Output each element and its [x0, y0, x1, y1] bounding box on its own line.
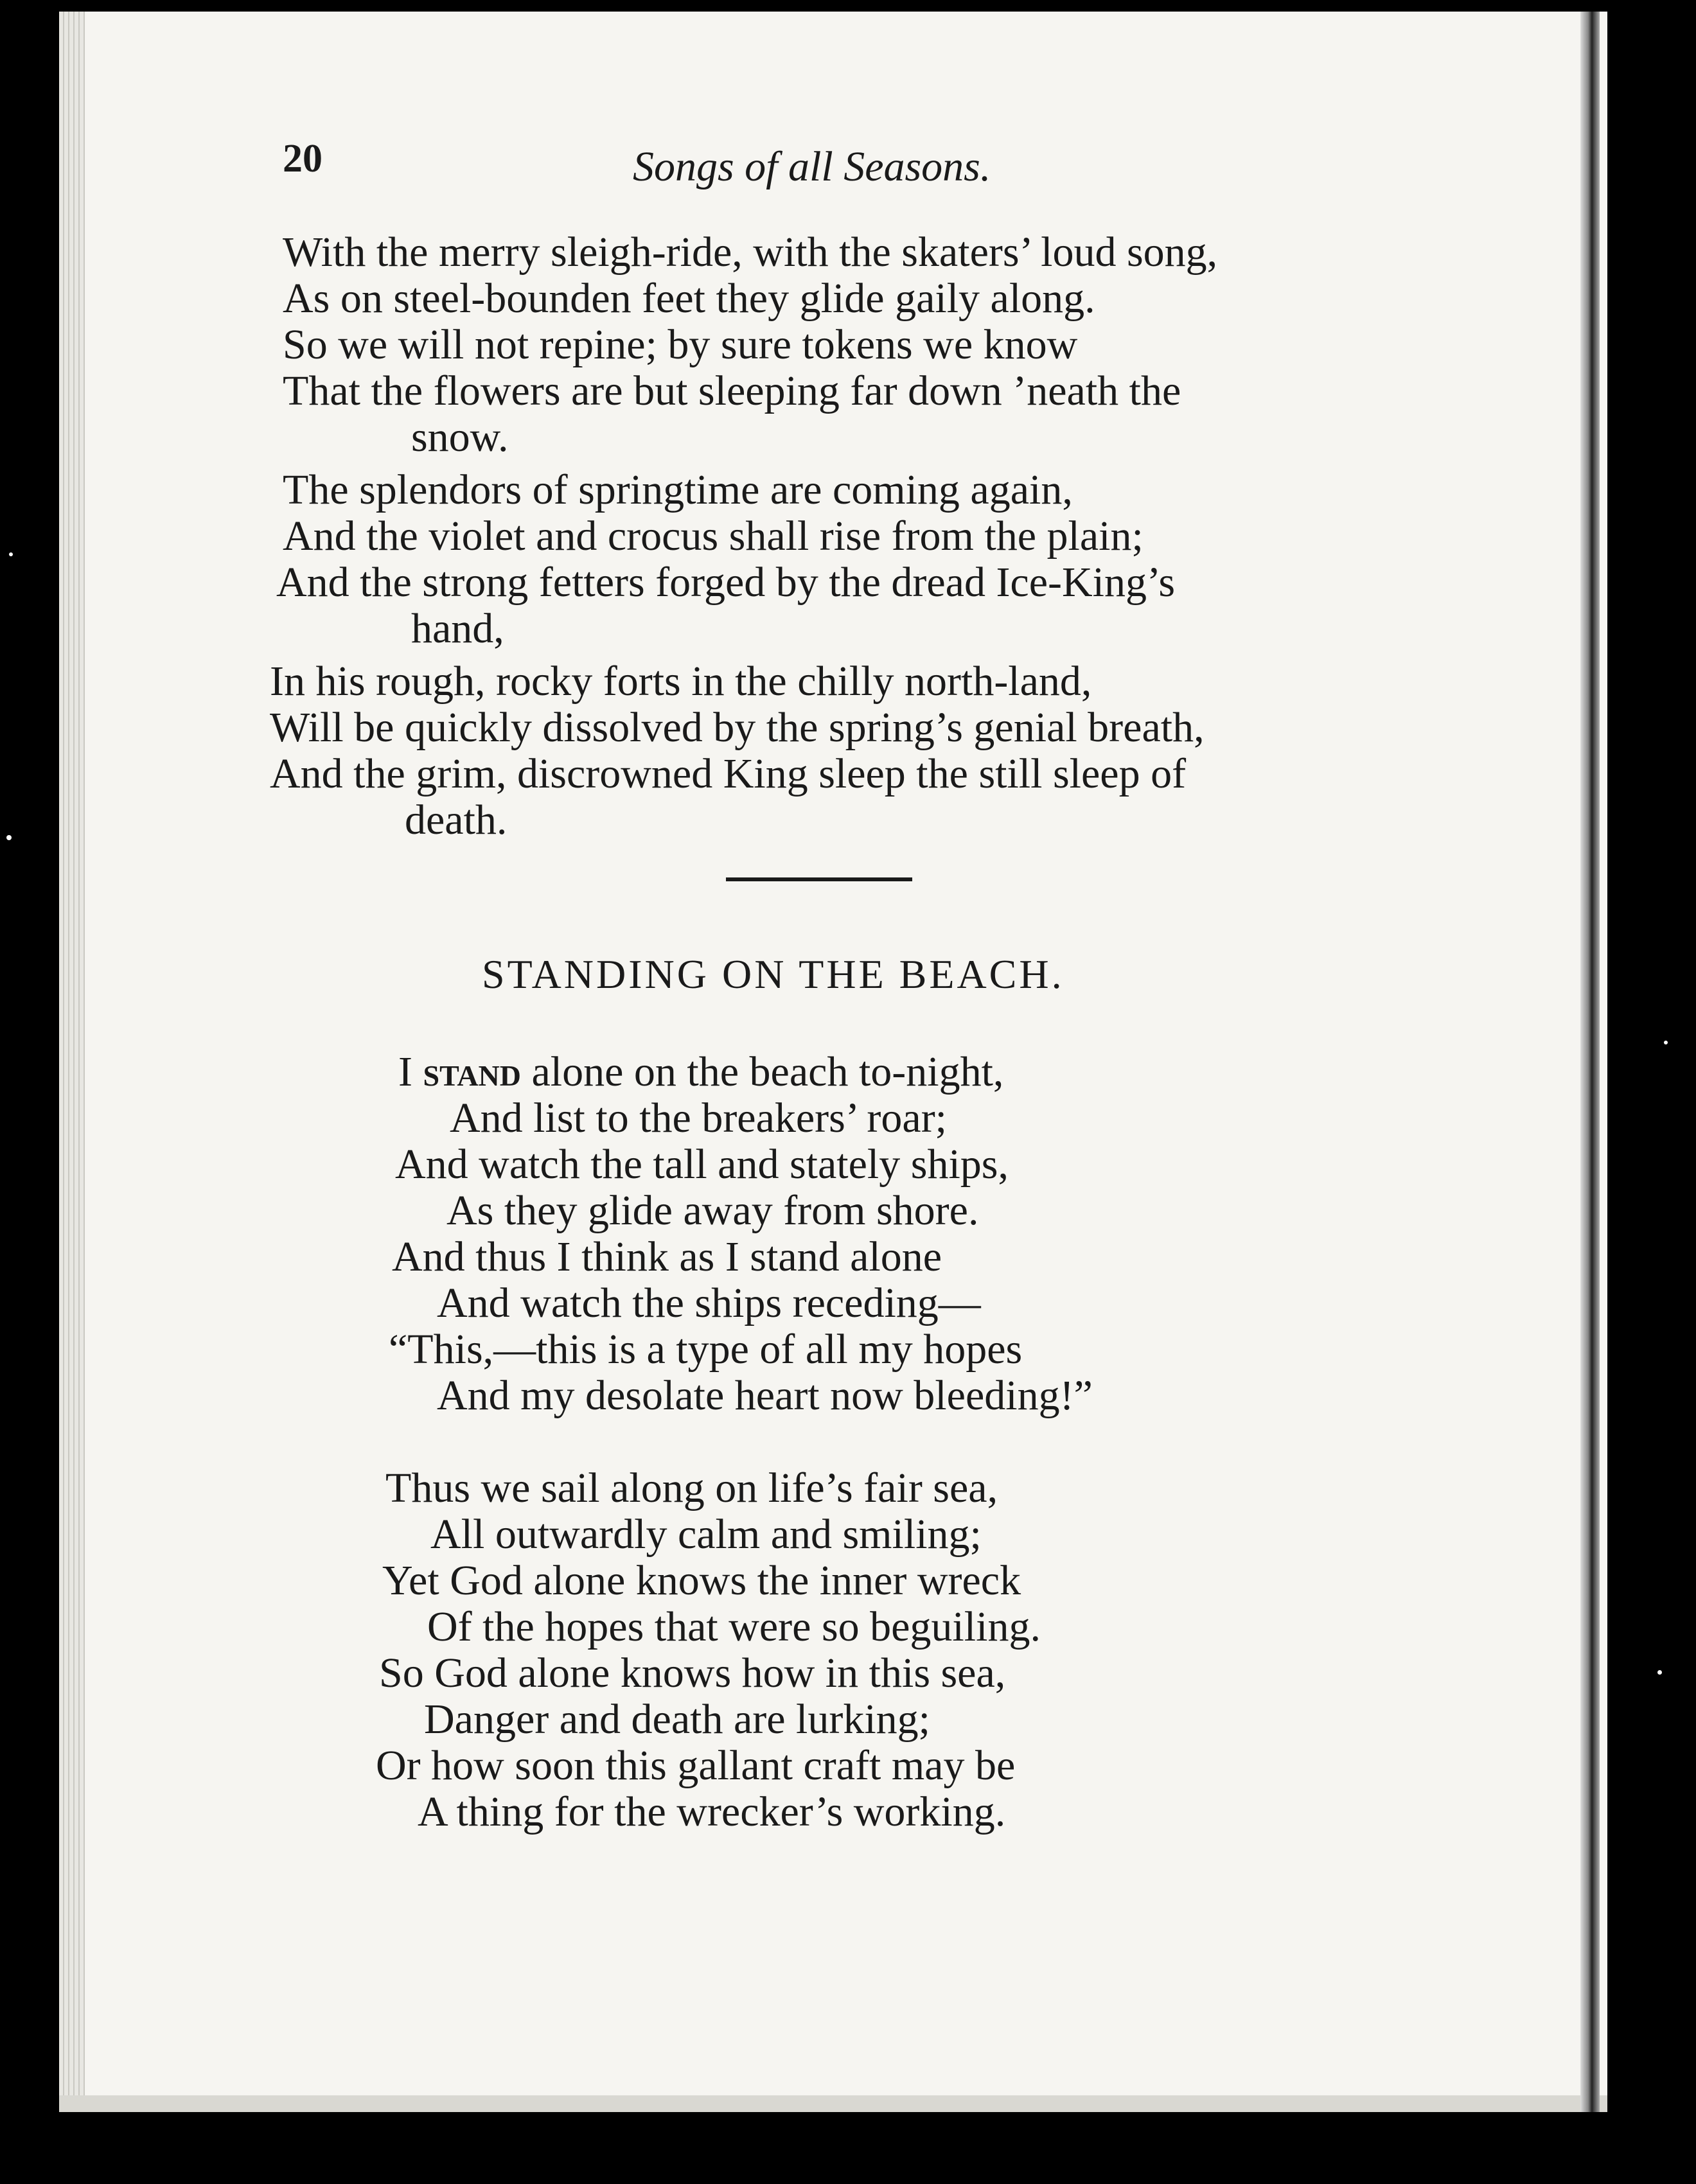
poem-title: STANDING ON THE BEACH. [482, 951, 1064, 997]
first-word: I [398, 1048, 412, 1095]
poem2-stanza2-line-6: Danger and death are lurking; [424, 1696, 931, 1743]
poem1-line-3: So we will not repine; by sure tokens we know [283, 321, 1078, 368]
section-divider [726, 877, 912, 881]
page-edges [59, 12, 85, 2112]
poem2-stanza1-line-5: And thus I think as I stand alone [392, 1233, 942, 1280]
poem1-line-11: Will be quickly dissolved by the spring’s genial breath, [270, 704, 1205, 751]
scan-speck [9, 552, 13, 556]
poem1-line-4: That the flowers are but sleeping far down ’neath the [283, 367, 1181, 414]
page-number: 20 [283, 137, 322, 181]
poem2-stanza2-line-7: Or how soon this gallant craft may be [376, 1742, 1016, 1789]
poem2-stanza1-line-7: “This,—this is a type of all my hopes [389, 1326, 1023, 1373]
poem2-first-line [398, 1048, 1004, 1095]
scan-speck [1657, 1670, 1662, 1675]
poem2-stanza2-line-3: Yet God alone knows the inner wreck [382, 1557, 1021, 1604]
poem1-line-9: hand, [411, 605, 504, 652]
poem1-line-12: And the grim, discrowned King sleep the still sleep of [270, 750, 1187, 797]
first-word-smallcaps: stand [423, 1048, 521, 1095]
poem2-stanza1-line-8: And my desolate heart now bleeding!” [437, 1372, 1093, 1419]
page-bottom-edge [59, 2095, 1607, 2112]
poem1-line-1: With the merry sleigh-ride, with the skaters’ loud song, [283, 229, 1218, 276]
poem1-line-10: In his rough, rocky forts in the chilly north-land, [270, 658, 1092, 705]
poem2-stanza1-line-2: And list to the breakers’ roar; [450, 1095, 948, 1141]
poem1-line-13: death. [405, 797, 508, 843]
scan-speck [1664, 1041, 1668, 1044]
poem1-line-7: And the violet and crocus shall rise from the plain; [283, 513, 1144, 559]
book-gutter [1580, 12, 1600, 2112]
poem2-stanza2-line-5: So God alone knows how in this sea, [379, 1650, 1006, 1696]
first-line-rest: alone on the beach to-night, [521, 1048, 1004, 1095]
poem1-line-2: As on steel-bounden feet they glide gaily along. [283, 275, 1095, 322]
poem2-stanza1-line-6: And watch the ships receding— [437, 1280, 981, 1326]
poem2-stanza1-line-3: And watch the tall and stately ships, [395, 1141, 1009, 1188]
poem2-stanza2-line-8: A thing for the wrecker’s working. [418, 1788, 1006, 1835]
scan-speck [6, 835, 12, 840]
running-title: Songs of all Seasons. [633, 143, 991, 190]
poem1-line-6: The splendors of springtime are coming again, [283, 466, 1073, 513]
poem2-stanza2-line-1: Thus we sail along on life’s fair sea, [385, 1465, 998, 1511]
poem1-line-5: snow. [411, 414, 509, 461]
poem2-stanza1-line-4: As they glide away from shore. [446, 1187, 979, 1234]
poem2-stanza2-line-2: All outwardly calm and smiling; [430, 1511, 982, 1558]
poem1-line-8: And the strong fetters forged by the dread Ice-King’s [276, 559, 1176, 606]
poem2-stanza2-line-4: Of the hopes that were so beguiling. [427, 1603, 1041, 1650]
